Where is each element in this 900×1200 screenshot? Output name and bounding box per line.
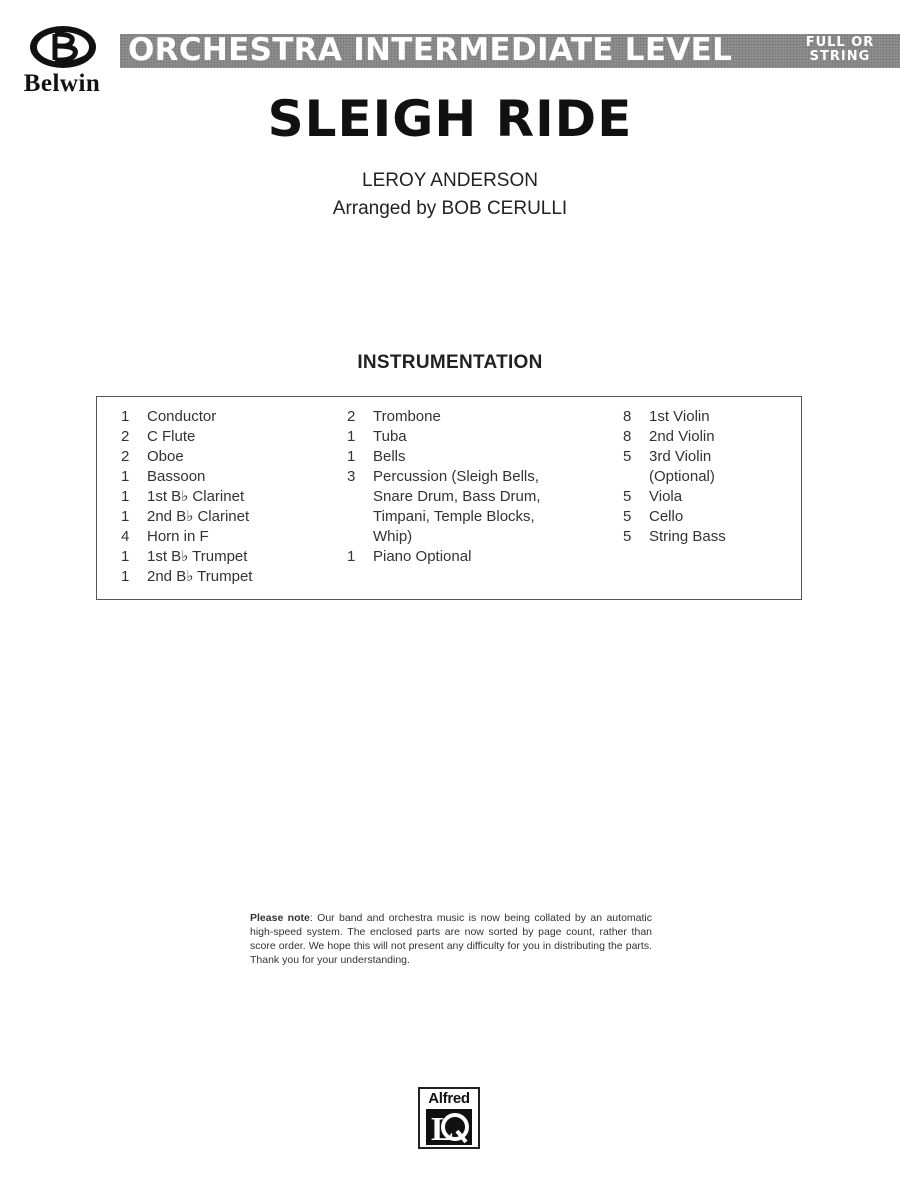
instrument-name: Viola — [649, 488, 683, 505]
instrumentation-heading: INSTRUMENTATION — [357, 352, 543, 373]
instrument-row — [121, 507, 331, 527]
instrument-row — [347, 427, 587, 447]
instrument-name: 1st Violin — [649, 408, 710, 425]
instrument-column-1 — [121, 407, 331, 587]
instrument-count: 8 — [623, 408, 632, 425]
instrument-name: Tuba — [373, 428, 407, 445]
instrument-count: 1 — [121, 488, 130, 505]
instrument-name: Oboe — [147, 448, 184, 465]
instrument-count: 2 — [121, 428, 130, 445]
instrumentation-box — [96, 396, 802, 600]
instrument-count: 4 — [121, 528, 130, 545]
instrument-name: 2nd B♭ Clarinet — [147, 508, 250, 525]
instrument-name: Bells — [373, 448, 406, 465]
instrument-count: 2 — [347, 408, 356, 425]
instrument-count: 1 — [121, 508, 130, 525]
instrument-name: Conductor — [147, 408, 217, 425]
instrument-row — [121, 547, 331, 567]
instrument-name: Bassoon — [147, 468, 206, 485]
belwin-b-emblem-icon — [28, 24, 98, 70]
publisher-name: Belwin — [23, 70, 101, 97]
format-line-1: FULL OR — [805, 35, 875, 50]
instrument-count: 5 — [623, 448, 632, 465]
alfred-brand: Alfred — [428, 1090, 470, 1107]
instrument-row — [121, 567, 331, 587]
instrument-count: 1 — [121, 408, 130, 425]
instrument-row — [121, 527, 331, 547]
format-label — [798, 36, 882, 64]
instrument-name: Piano Optional — [373, 548, 472, 565]
instrument-row — [623, 507, 793, 527]
page-title: SLEIGH RIDE — [267, 90, 633, 148]
instrument-row — [347, 467, 587, 547]
series-banner — [120, 34, 900, 68]
collation-note — [250, 911, 652, 967]
arranger-credit: Arranged by BOB CERULLI — [332, 198, 568, 219]
instrument-count: 1 — [121, 548, 130, 565]
note-text: : Our band and orchestra music is now being collated by an automatic high-speed system. The enclosed parts are now sorted by page count, rather than score order. We hope this will not present any difficulty for you in distributing the parts. Thank you for your understanding. — [250, 912, 652, 966]
instrument-count: 1 — [347, 548, 356, 565]
instrument-row — [623, 527, 793, 547]
instrument-count: 5 — [623, 528, 632, 545]
instrument-name: Trombone — [373, 408, 441, 425]
instrument-name: 2nd B♭ Trumpet — [147, 568, 253, 585]
instrument-name: Horn in F — [147, 528, 209, 545]
instrument-name: 1st B♭ Trumpet — [147, 548, 248, 565]
instrument-row — [121, 407, 331, 427]
instrument-column-2 — [347, 407, 587, 567]
format-line-2: STRING — [809, 49, 871, 64]
belwin-logo — [6, 24, 118, 100]
instrument-column-3 — [623, 407, 793, 547]
instrument-count: 2 — [121, 448, 130, 465]
instrument-name: 3rd Violin (Optional) — [649, 448, 715, 485]
composer-credit: LEROY ANDERSON — [362, 170, 538, 191]
alfred-logo — [418, 1087, 480, 1149]
instrument-count: 1 — [121, 568, 130, 585]
instrument-name: Cello — [649, 508, 684, 525]
note-label: Please note — [250, 912, 310, 924]
instrument-row — [121, 467, 331, 487]
instrument-row — [347, 407, 587, 427]
instrument-name: 2nd Violin — [649, 428, 715, 445]
instrument-count: 8 — [623, 428, 632, 445]
instrument-row — [347, 547, 587, 567]
instrument-count: 3 — [347, 468, 356, 485]
instrument-count: 1 — [121, 468, 130, 485]
instrument-row — [623, 487, 793, 507]
instrument-count: 1 — [347, 448, 356, 465]
instrument-row — [623, 407, 793, 427]
instrument-name: String Bass — [649, 528, 726, 545]
instrument-name: 1st B♭ Clarinet — [147, 488, 245, 505]
alfred-emblem-icon — [426, 1109, 472, 1145]
instrument-count: 5 — [623, 488, 632, 505]
instrument-row — [121, 447, 331, 467]
instrument-row — [121, 427, 331, 447]
instrument-count: 5 — [623, 508, 632, 525]
instrument-name: Percussion (Sleigh Bells, Snare Drum, Bass Drum, Timpani, Temple Blocks, Whip) — [373, 468, 541, 545]
series-label: ORCHESTRA INTERMEDIATE LEVEL — [128, 32, 733, 68]
instrument-row — [121, 487, 331, 507]
instrument-count: 1 — [347, 428, 356, 445]
instrument-row — [623, 427, 793, 447]
instrument-row — [623, 447, 793, 487]
instrument-row — [347, 447, 587, 467]
instrument-name: C Flute — [147, 428, 196, 445]
svg-text:L: L — [431, 1111, 454, 1145]
